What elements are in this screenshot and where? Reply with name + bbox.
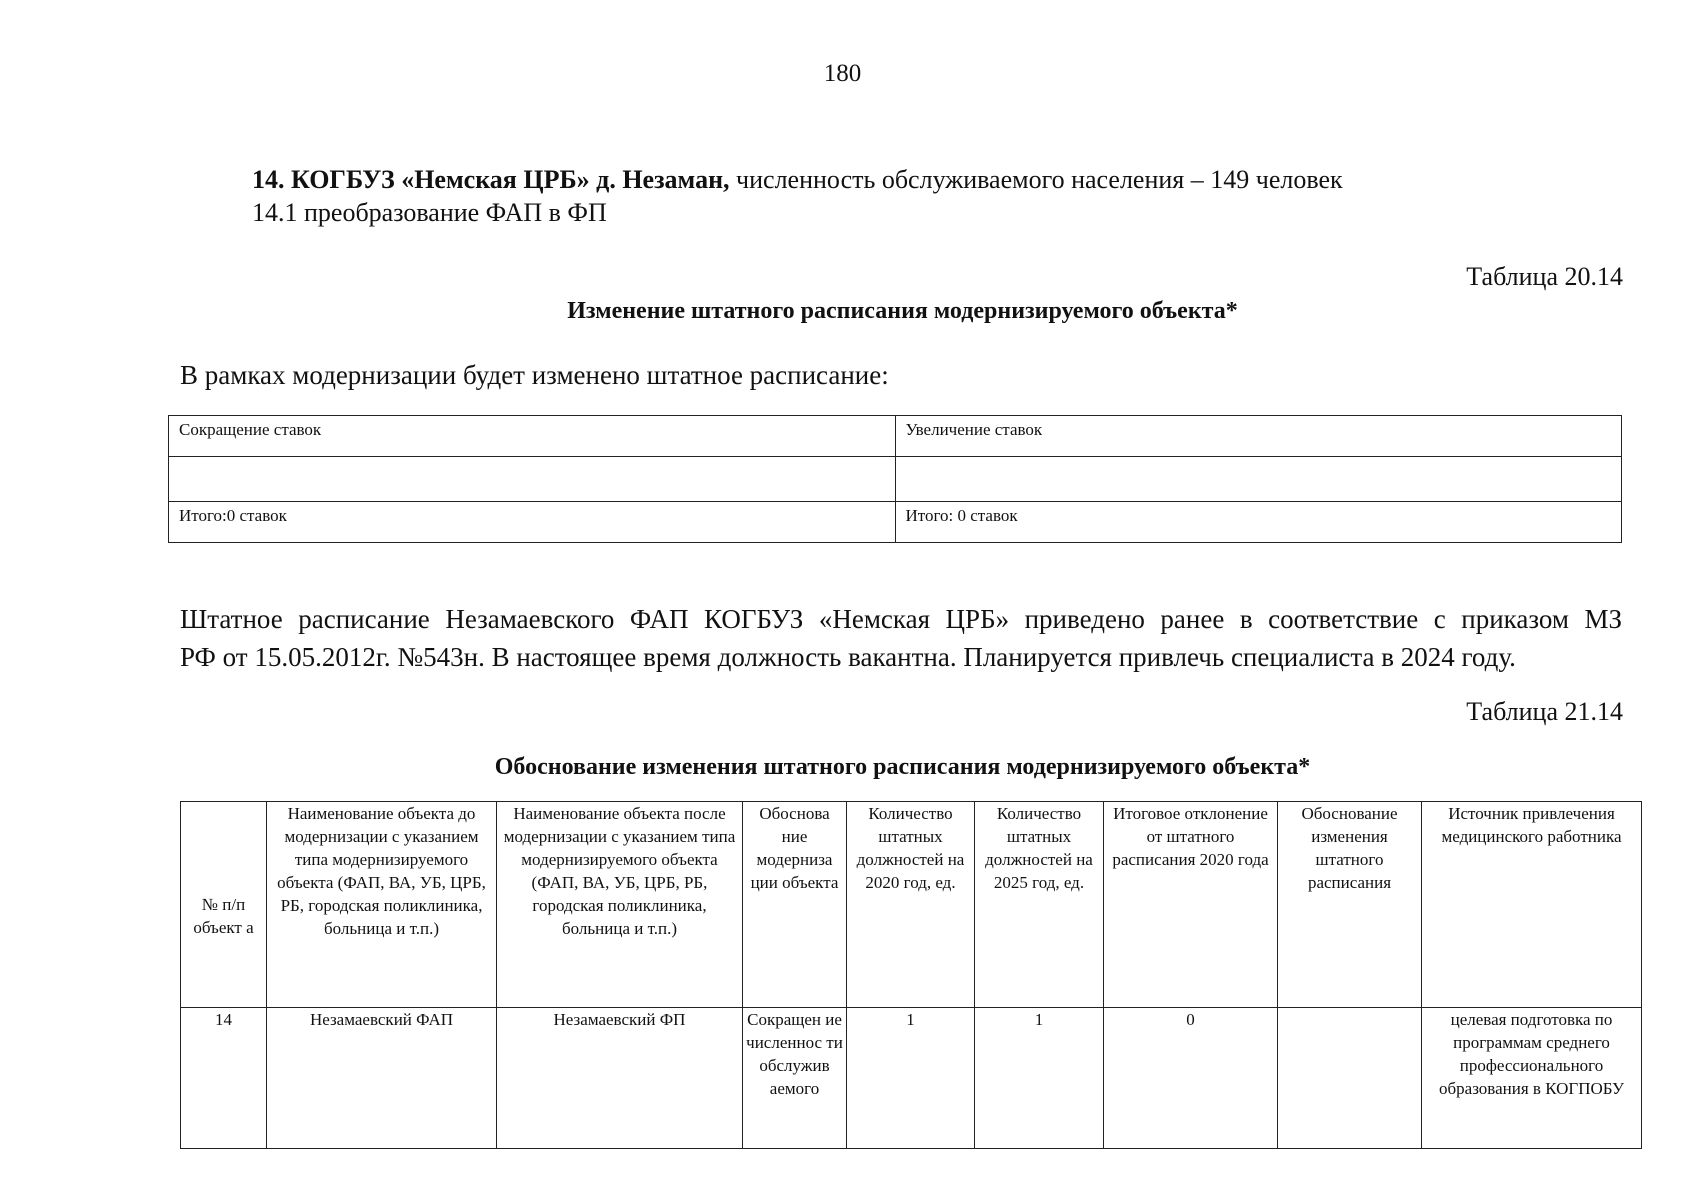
page-number: 180: [823, 60, 862, 87]
header-cell: Обоснова ние модерниза ции объекта: [743, 802, 847, 1008]
table-row: [169, 416, 1622, 457]
table-cell: Незамаевский ФП: [497, 1008, 743, 1149]
body-paragraph-line: Штатное расписание Незамаевского ФАП КОГБУЗ «Немская ЦРБ» приведено ранее в соответствие с приказом МЗ: [180, 604, 1622, 634]
section-heading-bold: 14. КОГБУЗ «Немская ЦРБ» д. Незаман,: [252, 165, 730, 194]
header-cell-reduction: Сокращение ставок: [169, 416, 896, 457]
body-cell-increase: [895, 457, 1622, 502]
table1-caption: Таблица 20.14: [1466, 262, 1623, 291]
table-header-row: [181, 802, 1642, 1008]
body-cell-reduction: [169, 457, 896, 502]
table-cell: 14: [181, 1008, 267, 1149]
table-cell: Сокращен ие численнос ти обслужив аемого: [743, 1008, 847, 1149]
table-cell: 1: [975, 1008, 1104, 1149]
header-cell: Источник привлечения медицинского работника: [1422, 802, 1642, 1008]
table-cell: 0: [1104, 1008, 1278, 1149]
section-heading-rest: численность обслуживаемого населения – 149 человек: [729, 165, 1343, 194]
total-cell-reduction: Итого:0 ставок: [169, 502, 896, 543]
justification-table: [180, 801, 1642, 1149]
header-cell: Количество штатных должностей на 2025 год, ед.: [975, 802, 1104, 1008]
table1-intro: В рамках модернизации будет изменено штатное расписание:: [180, 360, 889, 390]
table2-title: Обоснование изменения штатного расписания модернизируемого объекта*: [494, 754, 1311, 780]
total-cell-increase: Итого: 0 ставок: [895, 502, 1622, 543]
section-heading: [252, 165, 1343, 195]
table-cell: [1278, 1008, 1422, 1149]
header-cell: Обоснование изменения штатного расписания: [1278, 802, 1422, 1008]
body-paragraph: [180, 600, 1622, 676]
header-cell: Количество штатных должностей на 2020 год, ед.: [847, 802, 975, 1008]
staff-change-table: [168, 415, 1622, 543]
table-cell: 1: [847, 1008, 975, 1149]
subsection-heading: 14.1 преобразование ФАП в ФП: [252, 198, 607, 227]
header-cell: Итоговое отклонение от штатного расписания 2020 года: [1104, 802, 1278, 1008]
header-cell: № п/п объект а: [181, 802, 267, 1008]
table1-title: Изменение штатного расписания модернизируемого объекта*: [567, 298, 1238, 324]
table-cell: целевая подготовка по программам среднего профессионального образования в КОГПОБУ: [1422, 1008, 1642, 1149]
body-paragraph-line: РФ от 15.05.2012г. №543н. В настоящее время должность вакантна. Планируется привлечь специалиста в 2024 году.: [180, 642, 1516, 672]
table-row: [169, 502, 1622, 543]
table-cell: Незамаевский ФАП: [267, 1008, 497, 1149]
table-row: [181, 1008, 1642, 1149]
header-cell: Наименование объекта до модернизации с указанием типа модернизируемого объекта (ФАП, ВА, УБ, ЦРБ, РБ, городская поликлиника, больница и т.п.): [267, 802, 497, 1008]
table-row: [169, 457, 1622, 502]
header-cell-increase: Увеличение ставок: [895, 416, 1622, 457]
table2-caption: Таблица 21.14: [1466, 697, 1623, 726]
header-cell: Наименование объекта после модернизации с указанием типа модернизируемого объекта (ФАП, ВА, УБ, ЦРБ, РБ, городская поликлиника, больница и т.п.): [497, 802, 743, 1008]
